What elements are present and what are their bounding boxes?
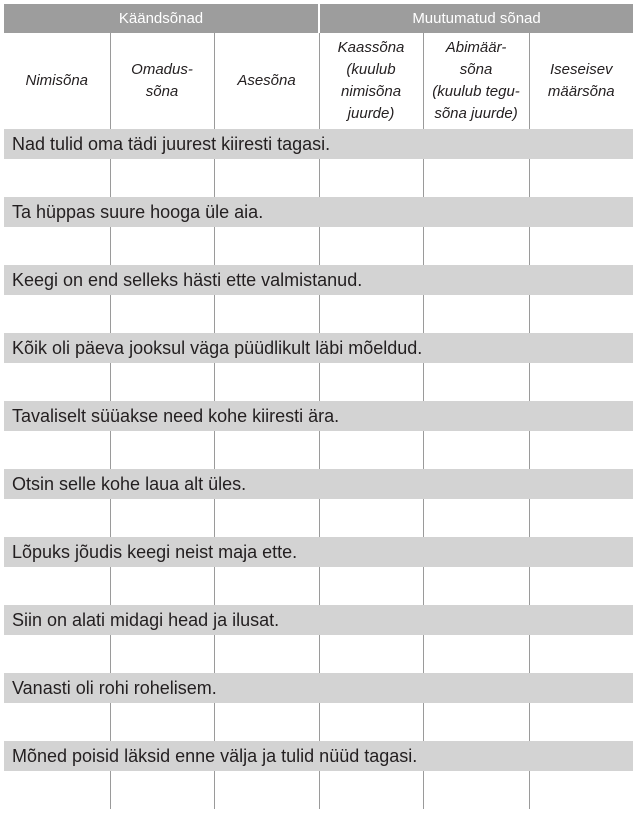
sentence-text: Keegi on end selleks hästi ette valmistanud. xyxy=(4,265,633,295)
column-header-line: (kuulub xyxy=(346,61,396,78)
sentence-row xyxy=(4,469,633,499)
answer-cell-postposition[interactable] xyxy=(319,771,423,809)
answer-cell-postposition[interactable] xyxy=(319,363,423,401)
sentence-row xyxy=(4,537,633,567)
answer-cell-postposition[interactable] xyxy=(319,227,423,265)
answer-cell-noun[interactable] xyxy=(4,431,110,469)
sentence-text: Otsin selle kohe laua alt üles. xyxy=(4,469,633,499)
answer-cell-independent-adverb[interactable] xyxy=(529,567,633,605)
sentence-row xyxy=(4,129,633,159)
answer-cell-pronoun[interactable] xyxy=(214,567,319,605)
column-header-line: sõna xyxy=(145,83,179,100)
column-header-line: juurde) xyxy=(347,105,395,122)
answer-row xyxy=(4,771,633,809)
answer-cell-independent-adverb[interactable] xyxy=(529,431,633,469)
answer-cell-adjective[interactable] xyxy=(110,703,214,741)
answer-cell-noun[interactable] xyxy=(4,159,110,197)
answer-cell-pronoun[interactable] xyxy=(214,431,319,469)
answer-cell-verb-adverb[interactable] xyxy=(423,567,529,605)
sentence-text: Kõik oli päeva jooksul väga püüdlikult läbi mõeldud. xyxy=(4,333,633,363)
answer-cell-verb-adverb[interactable] xyxy=(423,499,529,537)
column-header-line: (kuulub tegu- xyxy=(432,83,520,100)
answer-row xyxy=(4,635,633,673)
answer-cell-pronoun[interactable] xyxy=(214,703,319,741)
answer-cell-noun[interactable] xyxy=(4,499,110,537)
sentence-row xyxy=(4,673,633,703)
sentence-row xyxy=(4,197,633,227)
answer-cell-noun[interactable] xyxy=(4,635,110,673)
answer-cell-adjective[interactable] xyxy=(110,771,214,809)
answer-cell-pronoun[interactable] xyxy=(214,771,319,809)
column-header-line: Iseseisev xyxy=(550,61,613,78)
answer-cell-noun[interactable] xyxy=(4,567,110,605)
answer-row xyxy=(4,363,633,401)
answer-cell-verb-adverb[interactable] xyxy=(423,227,529,265)
answer-cell-postposition[interactable] xyxy=(319,431,423,469)
column-header-verb-adverb xyxy=(423,33,529,129)
column-header-pronoun xyxy=(214,33,319,129)
answer-cell-adjective[interactable] xyxy=(110,635,214,673)
answer-cell-pronoun[interactable] xyxy=(214,499,319,537)
answer-cell-postposition[interactable] xyxy=(319,635,423,673)
column-header-line: Abimäär- xyxy=(445,39,507,56)
column-header-postposition xyxy=(319,33,423,129)
answer-cell-noun[interactable] xyxy=(4,363,110,401)
answer-cell-pronoun[interactable] xyxy=(214,295,319,333)
column-header-line: sõna xyxy=(459,61,493,78)
answer-cell-verb-adverb[interactable] xyxy=(423,159,529,197)
answer-cell-verb-adverb[interactable] xyxy=(423,295,529,333)
answer-cell-pronoun[interactable] xyxy=(214,227,319,265)
column-header-noun xyxy=(4,33,110,129)
answer-cell-verb-adverb[interactable] xyxy=(423,363,529,401)
answer-cell-independent-adverb[interactable] xyxy=(529,363,633,401)
answer-cell-verb-adverb[interactable] xyxy=(423,635,529,673)
answer-cell-verb-adverb[interactable] xyxy=(423,771,529,809)
answer-row xyxy=(4,499,633,537)
grammar-table xyxy=(4,4,633,809)
answer-row xyxy=(4,295,633,333)
sentence-text: Vanasti oli rohi rohelisem. xyxy=(4,673,633,703)
answer-row xyxy=(4,431,633,469)
column-header-line: Kaassõna xyxy=(337,39,405,56)
answer-cell-adjective[interactable] xyxy=(110,159,214,197)
answer-cell-adjective[interactable] xyxy=(110,227,214,265)
answer-cell-adjective[interactable] xyxy=(110,295,214,333)
answer-cell-independent-adverb[interactable] xyxy=(529,227,633,265)
sentence-row xyxy=(4,265,633,295)
answer-cell-postposition[interactable] xyxy=(319,567,423,605)
column-header-line: nimisõna xyxy=(341,83,402,100)
answer-cell-adjective[interactable] xyxy=(110,431,214,469)
sentence-text: Ta hüppas suure hooga üle aia. xyxy=(4,197,633,227)
answer-cell-noun[interactable] xyxy=(4,295,110,333)
answer-cell-pronoun[interactable] xyxy=(214,635,319,673)
answer-cell-noun[interactable] xyxy=(4,703,110,741)
answer-row xyxy=(4,703,633,741)
sentence-text: Nad tulid oma tädi juurest kiiresti tagasi. xyxy=(4,129,633,159)
answer-cell-independent-adverb[interactable] xyxy=(529,703,633,741)
column-header-line: määrsõna xyxy=(547,83,615,100)
sentence-row xyxy=(4,605,633,635)
column-header-line: sõna juurde) xyxy=(434,105,518,122)
answer-cell-pronoun[interactable] xyxy=(214,159,319,197)
group-header-row xyxy=(4,4,633,33)
sentence-row xyxy=(4,333,633,363)
column-header-line: Nimisõna xyxy=(25,72,89,89)
answer-cell-adjective[interactable] xyxy=(110,363,214,401)
answer-cell-noun[interactable] xyxy=(4,771,110,809)
sentence-text: Tavaliselt süüakse need kohe kiiresti ära. xyxy=(4,401,633,431)
column-header-independent-adverb xyxy=(529,33,633,129)
answer-cell-postposition[interactable] xyxy=(319,295,423,333)
column-header-line: Asesõna xyxy=(237,72,296,89)
answer-cell-postposition[interactable] xyxy=(319,159,423,197)
answer-cell-independent-adverb[interactable] xyxy=(529,635,633,673)
answer-cell-verb-adverb[interactable] xyxy=(423,431,529,469)
answer-cell-pronoun[interactable] xyxy=(214,363,319,401)
answer-cell-verb-adverb[interactable] xyxy=(423,703,529,741)
answer-cell-adjective[interactable] xyxy=(110,499,214,537)
answer-cell-independent-adverb[interactable] xyxy=(529,499,633,537)
answer-cell-postposition[interactable] xyxy=(319,703,423,741)
answer-row xyxy=(4,567,633,605)
group-header-declinable: Käändsõnad xyxy=(4,4,319,33)
sentence-row xyxy=(4,741,633,771)
answer-cell-independent-adverb[interactable] xyxy=(529,295,633,333)
answer-cell-adjective[interactable] xyxy=(110,567,214,605)
sentence-text: Mõned poisid läksid enne välja ja tulid nüüd tagasi. xyxy=(4,741,633,771)
answer-row xyxy=(4,159,633,197)
answer-cell-independent-adverb[interactable] xyxy=(529,771,633,809)
answer-cell-noun[interactable] xyxy=(4,227,110,265)
column-header-line: Omadus- xyxy=(131,61,193,78)
answer-cell-postposition[interactable] xyxy=(319,499,423,537)
sentence-text: Lõpuks jõudis keegi neist maja ette. xyxy=(4,537,633,567)
answer-cell-independent-adverb[interactable] xyxy=(529,159,633,197)
sentence-row xyxy=(4,401,633,431)
answer-row xyxy=(4,227,633,265)
column-header-adjective xyxy=(110,33,214,129)
column-header-row xyxy=(4,33,633,129)
sentence-text: Siin on alati midagi head ja ilusat. xyxy=(4,605,633,635)
group-header-invariable: Muutumatud sõnad xyxy=(319,4,633,33)
